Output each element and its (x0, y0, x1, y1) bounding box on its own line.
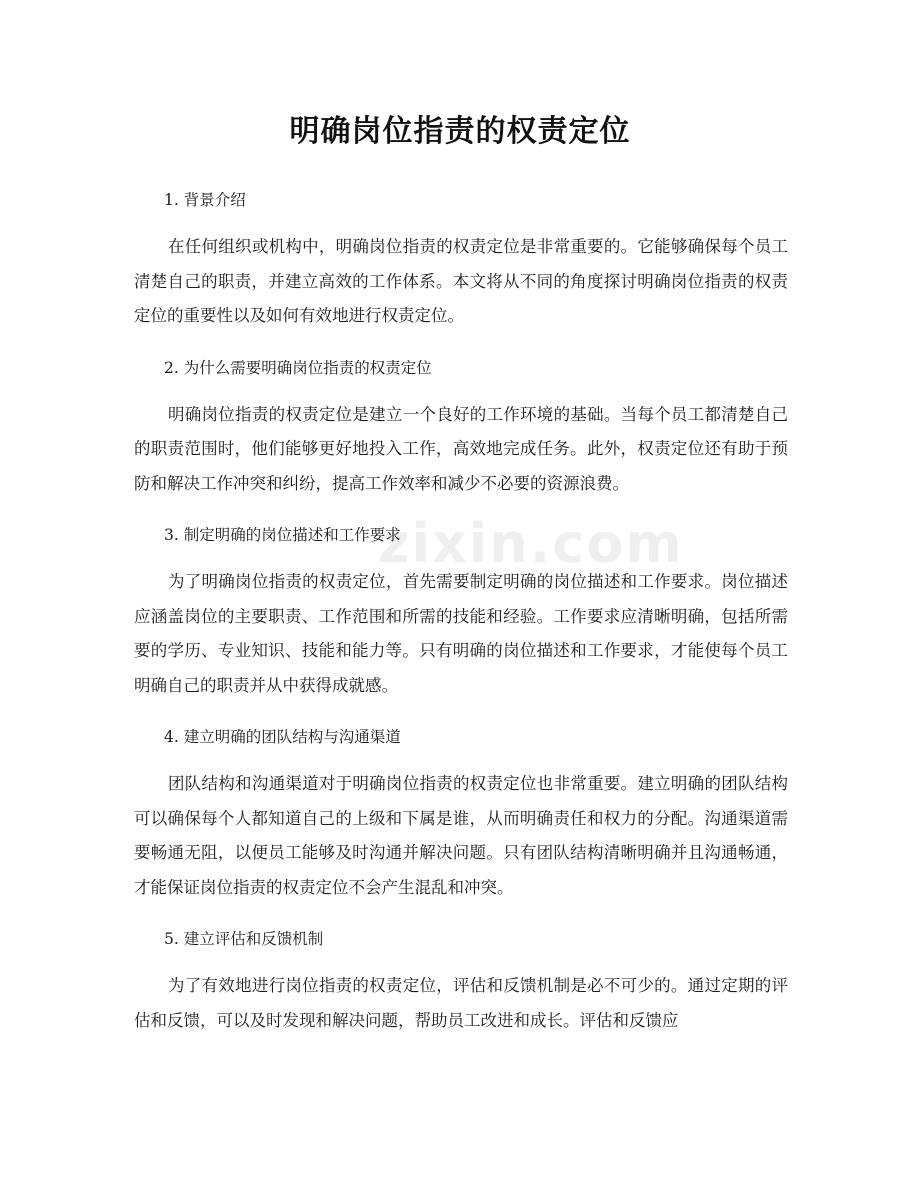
section-heading: 1. 背景介绍 (164, 191, 246, 209)
watermark: zixin.com (378, 512, 684, 575)
page-title: 明确岗位指责的权责定位 (289, 114, 631, 149)
section-paragraph: 团队结构和沟通渠道对于明确岗位指责的权责定位也非常重要。建立明确的团队结构可以确保每个人都知道自己的上级和下属是谁，从而明确责任和权力的分配。沟通渠道需要畅通无阻，以便员工能够及时沟通并解决问题。只有团队结构清晰明确并且沟通畅通，才能保证岗位指责的权责定位不会产生混乱和冲突。 (134, 774, 788, 897)
section-paragraph: 在任何组织或机构中，明确岗位指责的权责定位是非常重要的。它能够确保每个员工清楚自己的职责，并建立高效的工作体系。本文将从不同的角度探讨明确岗位指责的权责定位的重要性以及如何有效地进行权责定位。 (134, 237, 788, 325)
section-heading: 2. 为什么需要明确岗位指责的权责定位 (164, 358, 432, 377)
section-2 (134, 350, 788, 502)
section-paragraph: 明确岗位指责的权责定位是建立一个良好的工作环境的基础。当每个员工都清楚自己的职责范围时，他们能够更好地投入工作，高效地完成任务。此外，权责定位还有助于预防和解决工作冲突和纠纷，提高工作效率和减少不必要的资源浪费。 (134, 404, 788, 493)
section-heading: 4. 建立明确的团队结构与沟通渠道 (164, 728, 401, 746)
section-paragraph: 为了明确岗位指责的权责定位，首先需要制定明确的岗位描述和工作要求。岗位描述应涵盖岗位的主要职责、工作范围和所需的技能和经验。工作要求应清晰明确，包括所需要的学历、专业知识、技能和能力等。只有明确的岗位描述和工作要求，才能使每个员工明确自己的职责并从中获得成就感。 (134, 572, 788, 695)
section-heading: 3. 制定明确的岗位描述和工作要求 (164, 526, 401, 544)
section-paragraph: 为了有效地进行岗位指责的权责定位，评估和反馈机制是必不可少的。通过定期的评估和反馈，可以及时发现和解决问题，帮助员工改进和成长。评估和反馈应 (134, 976, 788, 1030)
section-1 (134, 182, 788, 334)
section-4 (134, 719, 788, 905)
section-5 (134, 921, 788, 1038)
section-3 (134, 517, 788, 703)
document-body (134, 182, 788, 1054)
section-heading: 5. 建立评估和反馈机制 (164, 930, 324, 948)
